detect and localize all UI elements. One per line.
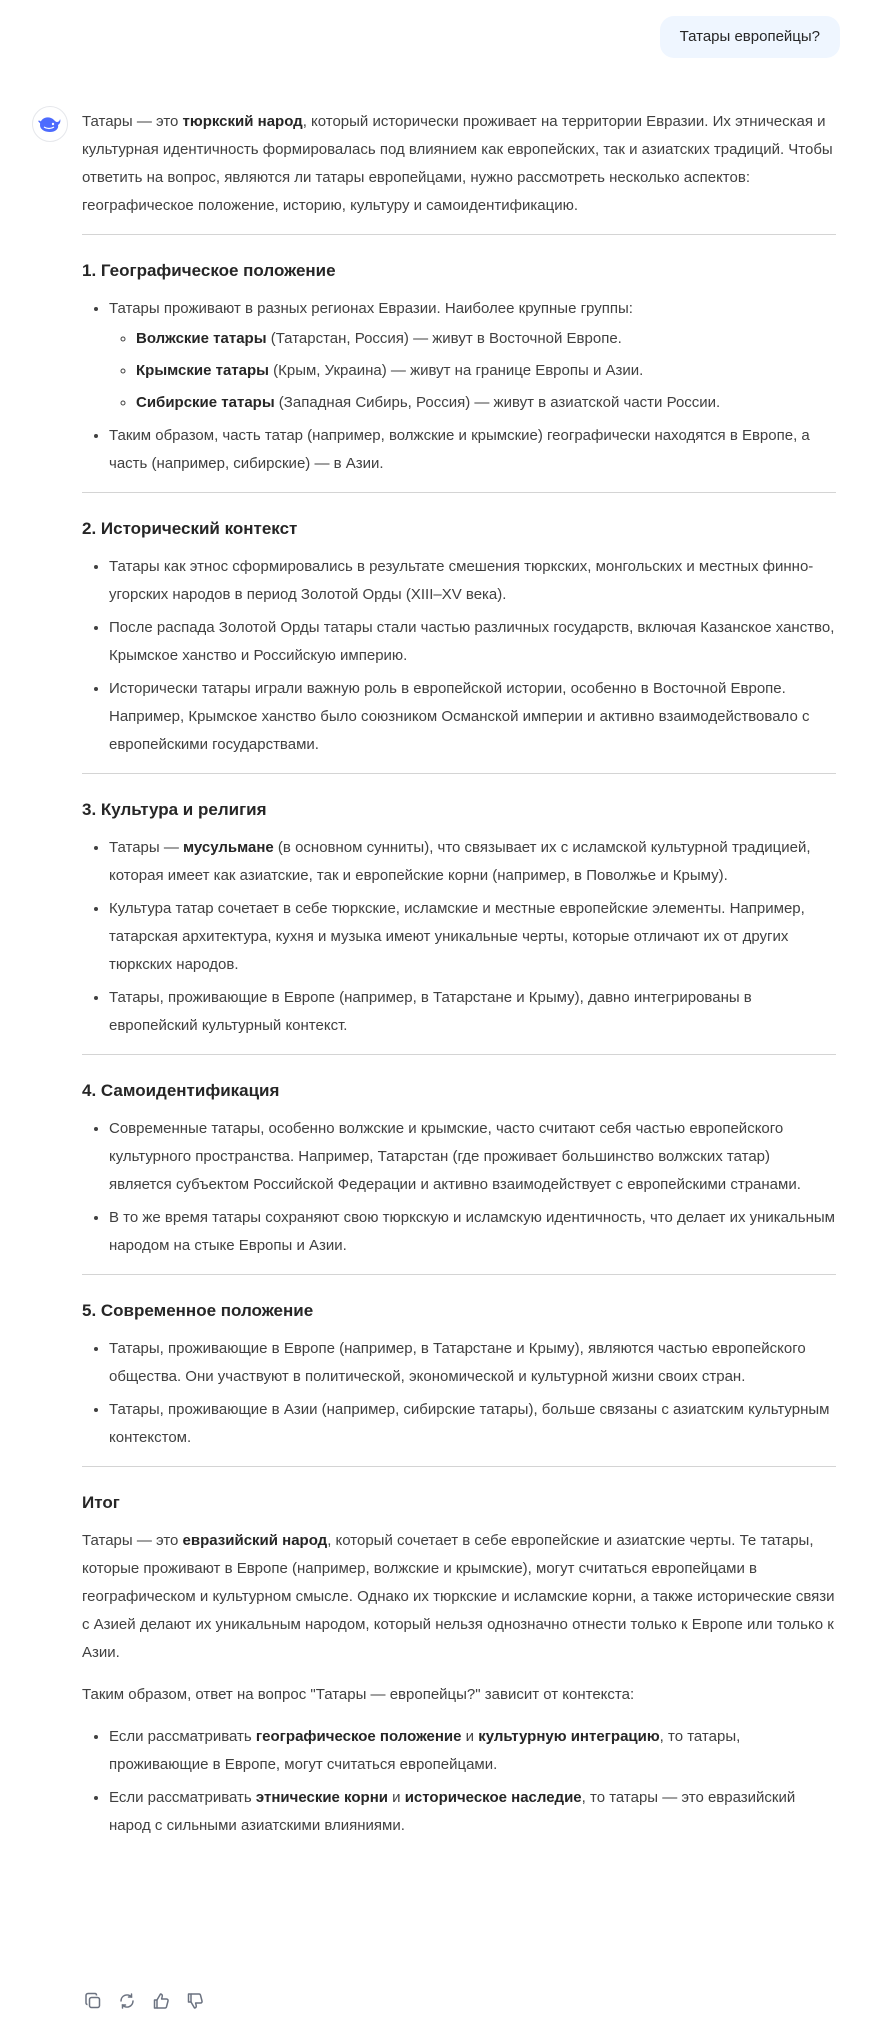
assistant-avatar [32,106,68,142]
divider [82,1274,836,1275]
divider [82,234,836,235]
list-item: • Татары, проживающие в Азии (например, сибирские татары), больше связаны с азиатским культурным контекстом. [109,1396,836,1452]
sub-list-item [136,325,836,353]
list-item [109,1723,836,1779]
intro-paragraph [82,108,836,220]
list-item: • Татары, проживающие в Европе (например, в Татарстане и Крыму), являются частью европейского общества. Они участвуют в политической, экономической и культурной жизни своих стран. [109,1335,836,1391]
list-item: • Татары, проживающие в Европе (например, в Татарстане и Крыму), давно интегрированы в европейский культурный контекст. [109,984,836,1040]
sub-list-item [136,389,836,417]
list-item: • После распада Золотой Орды татары стали частью различных государств, включая Казанское ханство, Крымское ханство и Российскую империю. [109,614,836,670]
list-item: • Таким образом, часть татар (например, волжские и крымские) географически находятся в Европе, а часть (например, сибирские) — в Азии. [109,422,836,478]
copy-button[interactable] [82,1990,104,2012]
list-item: • Татары как этнос сформировались в результате смешения тюркских, монгольских и местных финно-угорских народов в период Золотой Орды (XIII–XV века). [109,553,836,609]
list-item-text: (в основном сунниты), что связывает их с исламской культурной традицией, которая имеет как азиатские, так и европейские корни (например, в Поволжье и Крыму). [109,839,811,884]
summary-bold: евразийский народ [182,1532,328,1549]
section-list [82,1335,836,1452]
list-item [109,834,836,890]
list-item-bold: мусульмане [183,839,274,856]
copy-icon [84,1992,102,2010]
divider [82,1054,836,1055]
section-heading: 5. Современное положение [82,1301,314,1320]
list-item-text: и [387,1789,405,1806]
list-item: • Современные татары, особенно волжские и крымские, часто считают себя частью европейского культурного пространства. Например, Татарстан (где проживает большинство волжских татар) является субъектом Российской Федерации и активно взаимодействует с европейскими странами. [109,1115,836,1199]
list-item: • Культура татар сочетает в себе тюркские, исламские и местные европейские элементы. Например, татарская архитектура, кухня и музыка имеют уникальные черты, которые отличают их от других тюркских народов. [109,895,836,979]
summary-paragraph: Таким образом, ответ на вопрос "Татары — европейцы?" зависит от контекста: [82,1686,635,1703]
user-message-text: Татары европейцы? [679,28,820,45]
list-item-text: Если рассматривать [109,1789,256,1806]
section-list [82,834,836,1040]
list-item-text: Татары — [109,839,184,856]
section-heading: 2. Исторический контекст [82,519,298,538]
regenerate-button[interactable] [116,1990,138,2012]
list-item: • В то же время татары сохраняют свою тюркскую и исламскую идентичность, что делает их уникальным народом на стыке Европы и Азии. [109,1204,836,1260]
list-item-bold: географическое положение [255,1728,462,1745]
section-heading: 4. Самоидентификация [82,1081,280,1100]
user-message-bubble [660,16,840,58]
section-list [82,553,836,759]
summary-paragraph [82,1527,836,1667]
list-item-bold: этнические корни [255,1789,388,1806]
group-name: Сибирские татары [136,394,275,411]
divider [82,492,836,493]
intro-bold: тюркский народ [182,113,303,130]
like-button[interactable] [150,1990,172,2012]
list-item-text: , то татары — это евразийский народ с сильными азиатскими влияниями. [109,1789,796,1834]
summary-text: Татары — это [82,1532,183,1549]
list-item-text: Если рассматривать [109,1728,256,1745]
whale-logo-icon [38,114,62,134]
list-item: • Исторически татары играли важную роль в европейской истории, особенно в Восточной Европе. Например, Крымское ханство было союзником Османской империи и активно взаимодействовало с европейскими государствами. [109,675,836,759]
summary-list [82,1723,836,1840]
sub-list-item [136,357,836,385]
thumbs-up-icon [152,1992,170,2010]
list-item [109,295,836,417]
sub-list [109,325,836,417]
thumbs-down-icon [186,1992,204,2010]
dislike-button[interactable] [184,1990,206,2012]
divider [82,1466,836,1467]
summary-heading: Итог [82,1493,120,1512]
list-item [109,1784,836,1840]
section-list [82,295,836,478]
divider [82,773,836,774]
list-item-text: и [461,1728,479,1745]
group-desc: (Татарстан, Россия) — живут в Восточной Европе. [266,330,622,347]
summary-text: , который сочетает в себе европейские и азиатские черты. Те татары, которые проживают в Европе (например, волжские и крымские), могут считаться европейцами в географическом и культурном смысле. Однако их тюркские и исламские корни, а также исторические связи с Азией делают их уникальным народом, который нельзя однозначно отнести только к Европе или только к Азии. [82,1532,835,1661]
list-item-bold: культурную интеграцию [478,1728,660,1745]
intro-text: Татары — это [82,113,183,130]
group-name: Крымские татары [136,362,269,379]
section-list [82,1115,836,1260]
section-heading: 3. Культура и религия [82,800,267,819]
group-desc: (Западная Сибирь, Россия) — живут в азиатской части России. [274,394,721,411]
assistant-answer [82,108,836,1854]
group-desc: (Крым, Украина) — живут на границе Европы и Азии. [268,362,644,379]
list-item-text: Татары проживают в разных регионах Евразии. Наиболее крупные группы: [109,300,633,317]
list-item-text: , то татары, проживающие в Европе, могут считаться европейцами. [109,1728,741,1773]
section-heading: 1. Географическое положение [82,261,336,280]
group-name: Волжские татары [136,330,267,347]
list-item-bold: историческое наследие [404,1789,582,1806]
regenerate-icon [118,1992,136,2010]
message-actions [82,1990,206,2012]
intro-text: , который исторически проживает на территории Евразии. Их этническая и культурная идентичность формировалась под влиянием как европейских, так и азиатских традиций. Чтобы ответить на вопрос, являются ли татары европейцами, нужно рассмотреть несколько аспектов: географическое положение, историю, культуру и самоидентификацию. [82,113,833,214]
